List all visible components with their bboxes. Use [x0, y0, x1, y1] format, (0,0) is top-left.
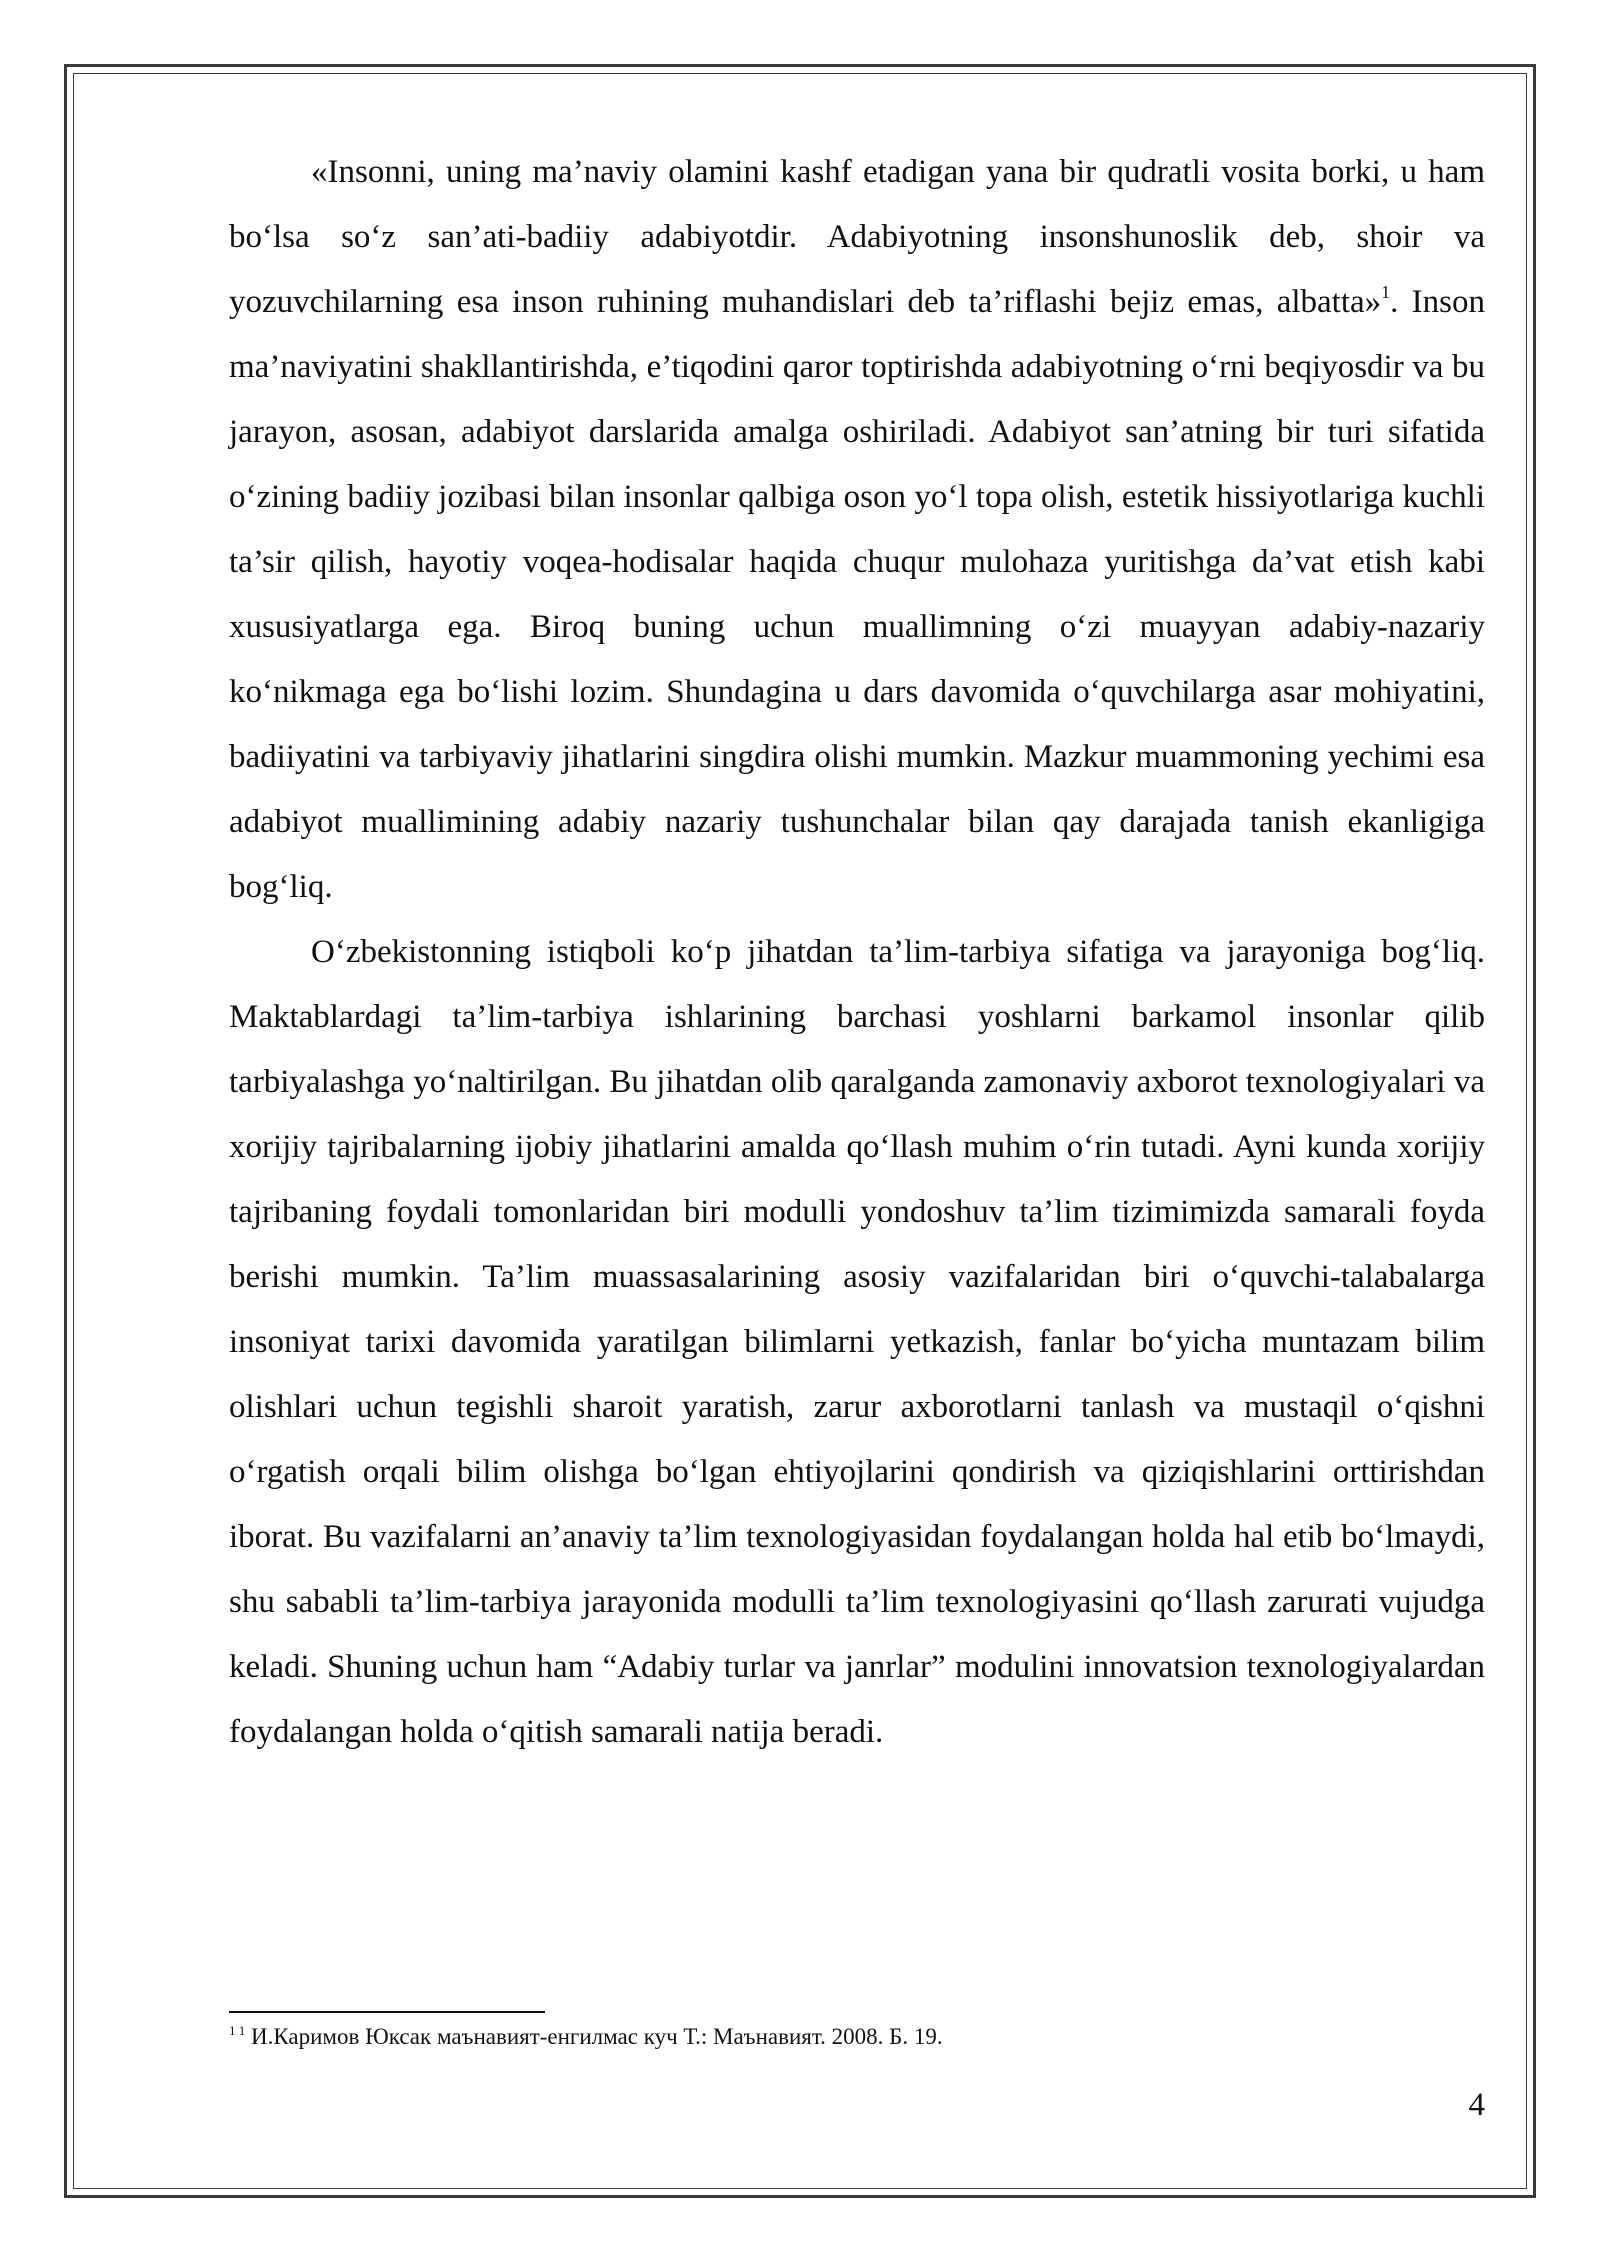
footnote-text: И.Каримов Юксак маънавият-енгилмас куч Т.: Маънавият. 2008. Б. 19. [245, 2024, 943, 2049]
document-body [229, 140, 1485, 1765]
paragraph-1-text-start: «Insonni, uning ma’naviy olamini kashf etadigan yana bir qudratli vosita borki, u ham bo‘lsa so‘z san’ati-badiiy adabiyotdir. Adabiyotning insonshunoslik deb, shoir va yozuvchilarning esa inson ruhining muhandislari deb ta’riflashi bejiz emas, albatta» [229, 154, 1485, 320]
footnote-reference[interactable]: 1 [1381, 282, 1391, 302]
footnote-marker: 1 1 [229, 2023, 246, 2038]
footnote [229, 2022, 943, 2052]
paragraph-1 [229, 140, 1485, 920]
paragraph-2: O‘zbekistonning istiqboli ko‘p jihatdan ta’lim-tarbiya sifatiga va jarayoniga bog‘liq. Maktablardagi ta’lim-tarbiya ishlarining barchasi yoshlarni barkamol insonlar qilib tarbiyalashga yo‘naltirilgan. Bu jihatdan olib qaralganda zamonaviy axborot texnologiyalari va xorijiy tajribalarning ijobiy jihatlarini amalda qo‘llash muhim o‘rin tutadi. Ayni kunda xorijiy tajribaning foydali tomonlaridan biri modulli yondoshuv ta’lim tizimimizda samarali foyda berishi mumkin. Ta’lim muassasalarining asosiy vazifalaridan biri o‘quvchi-talabalarga insoniyat tarixi davomida yaratilgan bilimlarni yetkazish, fanlar bo‘yicha muntazam bilim olishlari uchun tegishli sharoit yaratish, zarur axborotlarni tanlash va mustaqil o‘qishni o‘rgatish orqali bilim olishga bo‘lgan ehtiyojlarini qondirish va qiziqishlarini orttirishdan iborat. Bu vazifalarni an’anaviy ta’lim texnologiyasidan foydalangan holda hal etib bo‘lmaydi, shu sababli ta’lim-tarbiya jarayonida modulli ta’lim texnologiyasini qo‘llash zarurati vujudga keladi. Shuning uchun ham “Adabiy turlar va janrlar” modulini innovatsion texnologiyalardan foydalangan holda o‘qitish samarali natija beradi. [229, 934, 1485, 1750]
footnote-separator [229, 2011, 545, 2013]
paragraph-1-text-end: . Inson ma’naviyatini shakllantirishda, e’tiqodini qaror toptirishda adabiyotning o‘rni beqiyosdir va bu jarayon, asosan, adabiyot darslarida amalga oshiriladi. Adabiyot san’atning bir turi sifatida o‘zining badiiy jozibasi bilan insonlar qalbiga oson yo‘l topa olish, estetik hissiyotlariga kuchli ta’sir qilish, hayotiy voqea-hodisalar haqida chuqur mulohaza yuritishga da’vat etish kabi xususiyatlarga ega. Biroq buning uchun muallimning o‘zi muayyan adabiy-nazariy ko‘nikmaga ega bo‘lishi lozim. Shundagina u dars davomida o‘quvchilarga asar mohiyatini, badiiyatini va tarbiyaviy jihatlarini singdira olishi mumkin. Mazkur muammoning yechimi esa adabiyot muallimining adabiy nazariy tushunchalar bilan qay darajada tanish ekanligiga bog‘liq. [229, 284, 1486, 905]
page-number: 4 [1468, 2087, 1485, 2123]
